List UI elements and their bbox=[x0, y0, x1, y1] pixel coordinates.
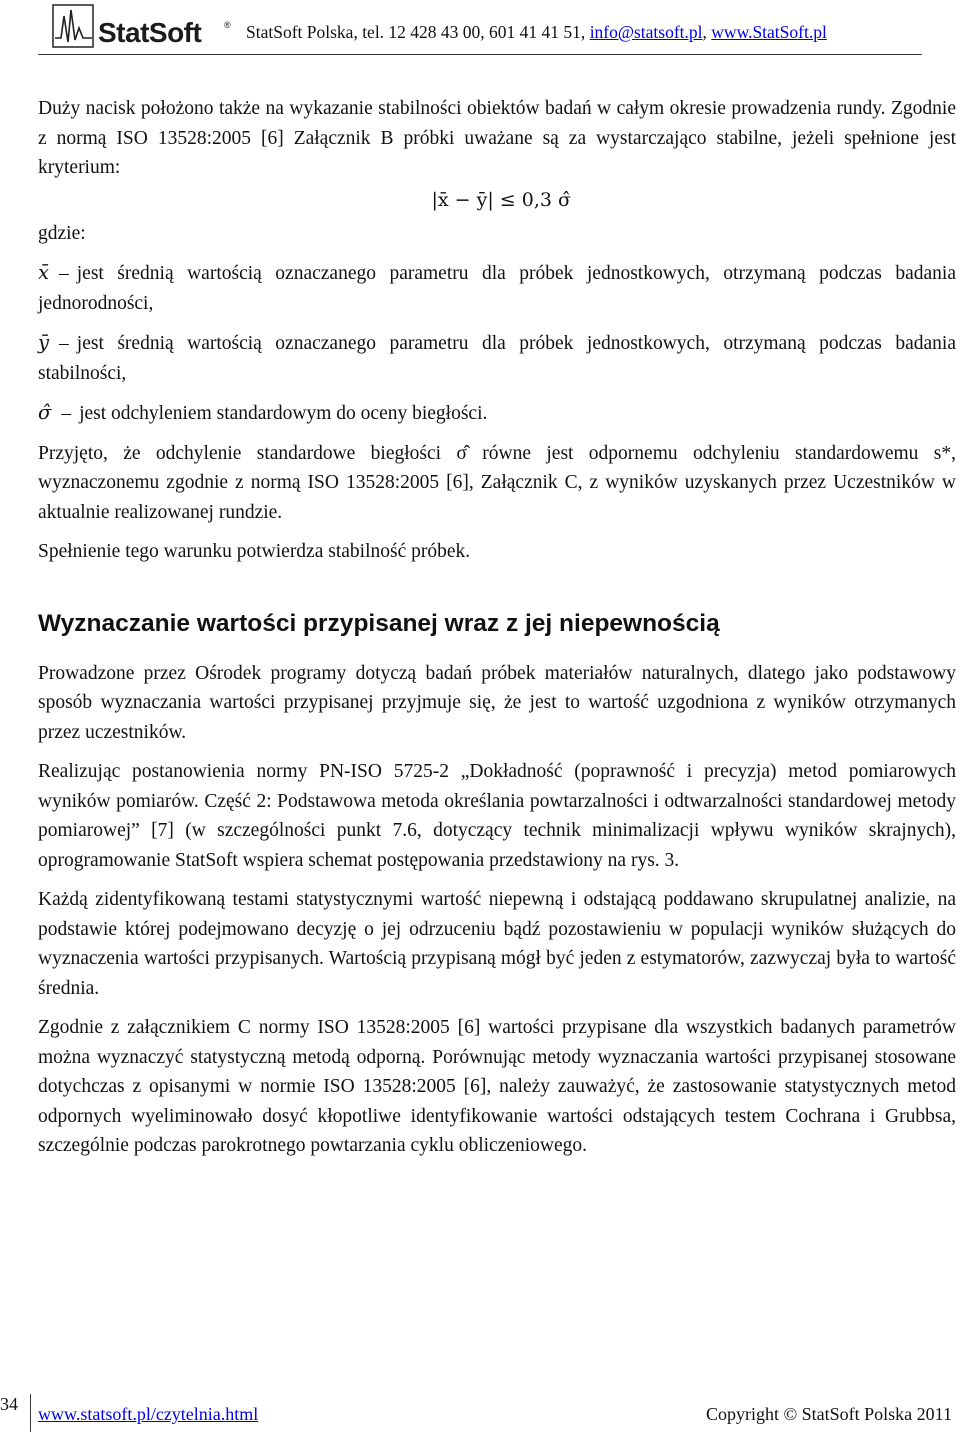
definition-xbar bbox=[38, 258, 956, 318]
statsoft-logo[interactable] bbox=[52, 4, 232, 50]
assumption-paragraph: Przyjęto, że odchylenie standardowe biegłości σ̂ równe jest odpornemu odchyleniu standardowemu s*, wyznaczonemu zgodnie z normą ISO 13528:2005 [6], Załącznik C, z wyników uzyskanych przez Uczestników w aktualnie realizowanej rundzie. bbox=[38, 442, 956, 523]
definition-symbol: ȳ bbox=[38, 331, 50, 354]
definition-dash: – bbox=[61, 403, 72, 424]
stability-formula: |x̄ − ȳ| ≤ 0,3 σ̂ bbox=[431, 188, 571, 211]
section-heading: Wyznaczanie wartości przypisanej wraz z jej niepewnością bbox=[38, 609, 720, 637]
footer-link[interactable]: www.statsoft.pl/czytelnia.html bbox=[38, 1404, 259, 1424]
definition-symbol: σ̂ bbox=[38, 401, 52, 424]
body-paragraph: Zgodnie z załącznikiem C normy ISO 13528:2005 [6] wartości przypisane dla wszystkich badanych parametrów można wyznaczyć statystyczną metodą odporną. Porównując metody wyznaczania wartości przypisanej stosowane dotychczas z opisanymi w normie ISO 13528:2005 [6], należy zauważyć, że zastosowanie statystycznych metod odpornych wyeliminowało dosyć kłopotliwe identyfikowanie wartości odstających testem Cochrana i Grubbsa, szczególnie podczas parokrotnego powtarzania cyklu obliczeniowego. bbox=[38, 1017, 956, 1156]
definition-dash: – bbox=[59, 263, 69, 284]
contact-text: StatSoft Polska, tel. 12 428 43 00, 601 41 41 51, bbox=[246, 22, 590, 42]
page-footer bbox=[0, 1394, 960, 1432]
body-paragraph: Realizując postanowienia normy PN-ISO 5725-2 „Dokładność (poprawność i precyzja) metod pomiarowych wyników pomiarów. Część 2: Podstawowa metoda określania powtarzalności i odtwarzalności standardowej metody pomiarowej” [7] (w szczególności punkt 7.6, dotyczący technik minimalizacji wpływu wyników skrajnych), oprogramowanie StatSoft wspiera schemat postępowania przedstawiony na rys. 3. bbox=[38, 761, 956, 871]
header-contact bbox=[246, 22, 827, 43]
definition-sigma bbox=[38, 398, 956, 429]
logo-registered-mark: ® bbox=[224, 20, 231, 30]
page-content bbox=[38, 94, 956, 1161]
definition-text: jest średnią wartością oznaczanego parametru dla próbek jednostkowych, otrzymaną podczas badania jednorodności, bbox=[38, 263, 956, 314]
body-paragraph: Każdą zidentyfikowaną testami statystycznymi wartość niepewną i odstającą poddawano skrupulatnej analizie, na podstawie której podejmowano decyzję o jej odrzuceniu bądź pozostawieniu w populacji wyników służących do wyznaczenia wartości przypisanych. Wartością przypisaną mógł być jeden z estymatorów, zazwyczaj była to wartość średnia. bbox=[38, 889, 956, 999]
page-number: 34 bbox=[0, 1394, 18, 1414]
logo-wave-icon bbox=[52, 4, 96, 50]
definition-symbol: x̄ bbox=[38, 261, 49, 284]
definition-ybar bbox=[38, 328, 956, 388]
footer-divider bbox=[30, 1394, 31, 1432]
body-paragraph: Prowadzone przez Ośrodek programy dotyczą badań próbek materiałów naturalnych, dlatego jako podstawowy sposób wyznaczania wartości przypisanej przyjmuje się, że jest to wartość uzgodniona z wyników otrzymanych przez uczestników. bbox=[38, 662, 956, 743]
header-divider bbox=[38, 54, 922, 55]
where-label: gdzie: bbox=[38, 222, 86, 244]
intro-paragraph: Duży nacisk położono także na wykazanie stabilności obiektów badań w całym okresie prowadzenia rundy. Zgodnie z normą ISO 13528:2005 [6] Załącznik B próbki uważane są za wystarczająco stabilne, jeżeli spełnione jest kryterium: bbox=[38, 98, 956, 178]
confirmation-paragraph: Spełnienie tego warunku potwierdza stabilność próbek. bbox=[38, 541, 471, 562]
definition-text: jest średnią wartością oznaczanego parametru dla próbek jednostkowych, otrzymaną podczas badania stabilności, bbox=[38, 333, 956, 384]
definition-dash: – bbox=[59, 333, 69, 354]
copyright-text: Copyright © StatSoft Polska 2011 bbox=[705, 1404, 952, 1424]
definition-text: jest odchyleniem standardowym do oceny biegłości. bbox=[79, 403, 488, 424]
page-header bbox=[0, 0, 960, 58]
email-link[interactable]: info@statsoft.pl bbox=[589, 22, 703, 42]
contact-separator: , bbox=[702, 22, 712, 42]
logo-text: StatSoft bbox=[98, 17, 202, 48]
website-link[interactable]: www.StatSoft.pl bbox=[711, 22, 827, 42]
